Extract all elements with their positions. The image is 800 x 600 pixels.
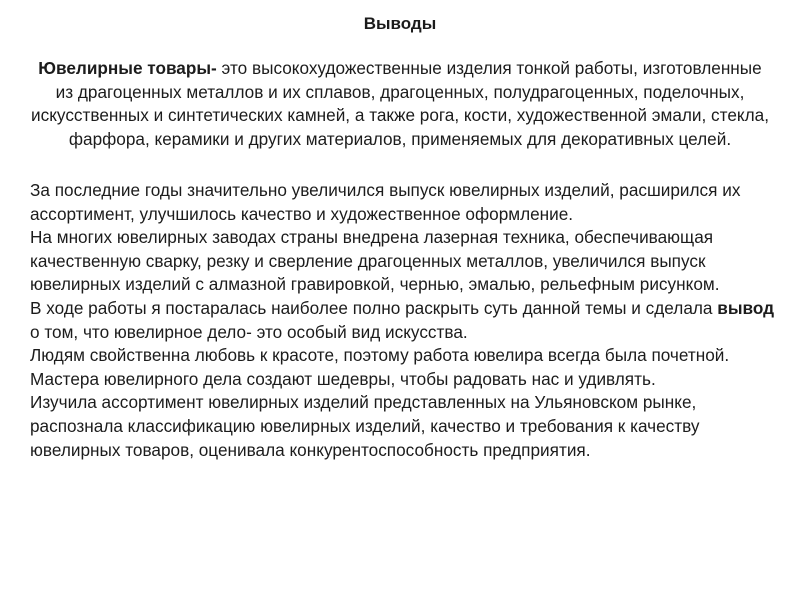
paragraph-jeweler-profession: Людям свойственна любовь к красоте, поэтому работа ювелира всегда была почетной. Мастера ювелирного дела создают шедевры, чтобы радовать нас и удивлять. bbox=[30, 345, 730, 389]
definition-term: Ювелирные товары- bbox=[38, 58, 217, 78]
paragraph-laser-technology: На многих ювелирных заводах страны внедрена лазерная техника, обеспечивающая качественную сварку, резку и сверление драгоценных металлов, увеличился выпуск ювелирных изделий с алмазной гравировкой, чернью, эмалью, рельефным рисунком. bbox=[30, 227, 720, 295]
conclusions-body bbox=[30, 179, 775, 462]
paragraph-conclusion-bold: вывод bbox=[717, 297, 775, 318]
paragraph-production-growth: За последние годы значительно увеличился выпуск ювелирных изделий, расширился их ассортимент, улучшилось качество и художественное оформление. bbox=[30, 180, 741, 224]
paragraph-assortment-study: Изучила ассортимент ювелирных изделий представленных на Ульяновском рынке, распознала классификацию ювелирных изделий, качество и требования к качеству ювелирных товаров, оценивала конкурентоспособность предприятия. bbox=[30, 392, 700, 460]
slide-title: Выводы bbox=[363, 14, 437, 33]
paragraph-conclusion-end: о том, что ювелирное дело- это особый вид искусства. bbox=[30, 321, 468, 342]
definition-text: это высокохудожественные изделия тонкой работы, изготовленные из драгоценных металлов и их сплавов, драгоценных, полудрагоценных, поделочных, искусственных и синтетических камней, а также рога, кости, художественной эмали, стекла, фарфора, керамики и других материалов, применяемых для декоративных целей. bbox=[31, 58, 769, 149]
definition-paragraph bbox=[30, 57, 770, 151]
paragraph-conclusion-start: В ходе работы я постаралась наиболее полно раскрыть суть данной темы и сделала bbox=[30, 297, 718, 318]
paragraph-conclusion bbox=[30, 297, 775, 344]
